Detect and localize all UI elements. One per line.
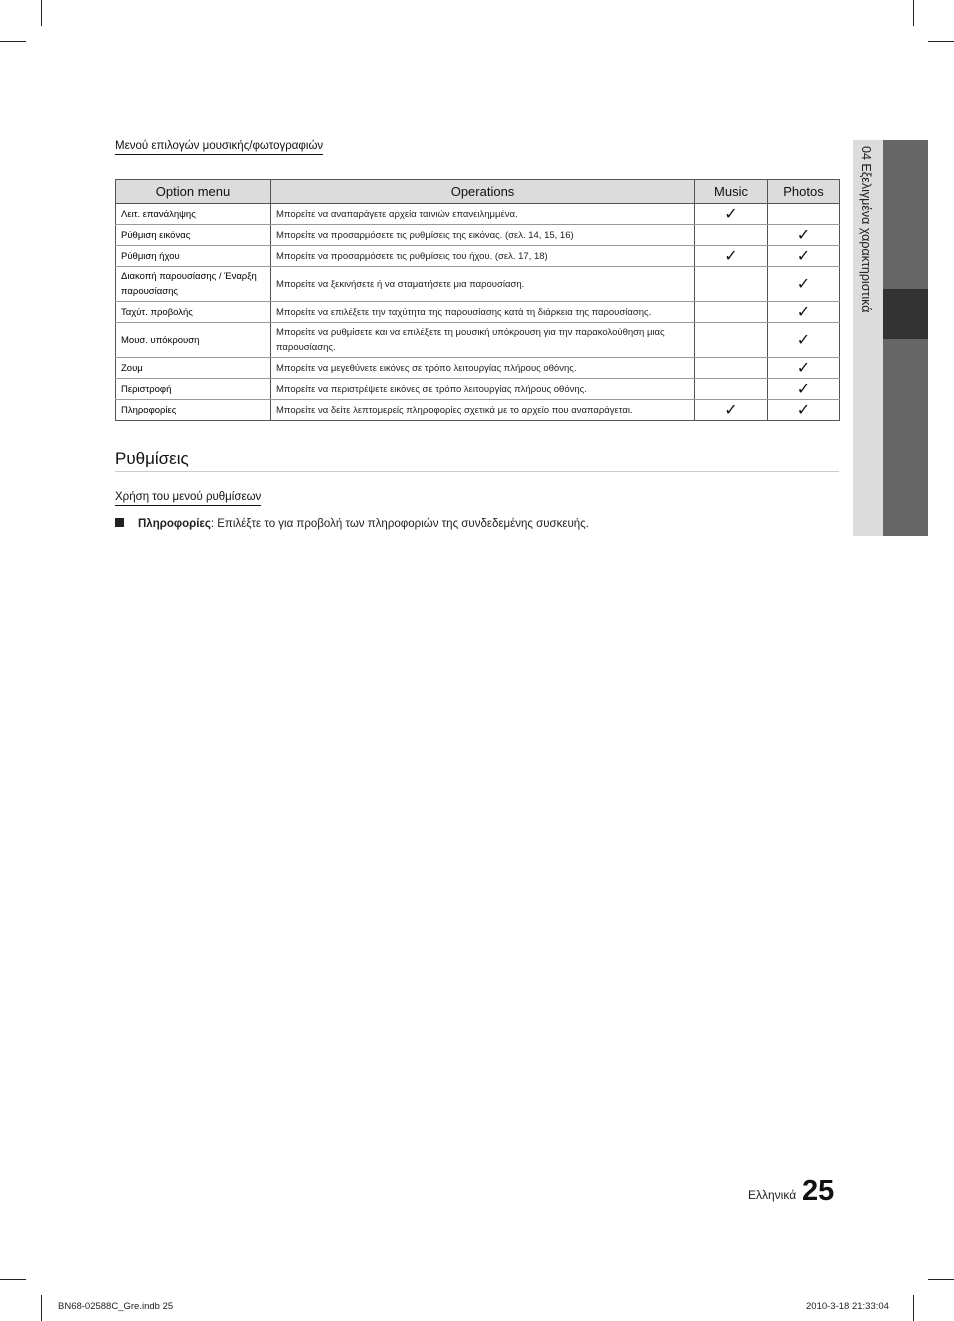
crop-mark <box>41 1295 42 1321</box>
photos-check <box>768 204 840 225</box>
crop-mark <box>928 41 954 42</box>
check-icon: ✓ <box>796 303 811 321</box>
print-file-info: BN68-02588C_Gre.indb 25 <box>58 1301 174 1312</box>
photos-check <box>768 323 840 358</box>
table-row <box>116 204 840 225</box>
music-check <box>695 204 768 225</box>
table-header-row <box>116 180 840 204</box>
table-row <box>116 302 840 323</box>
music-check <box>695 400 768 421</box>
option-name: Μουσ. υπόκρουση <box>116 323 271 358</box>
photos-check <box>768 225 840 246</box>
crop-mark <box>41 0 42 26</box>
photos-check <box>768 267 840 302</box>
header-option-menu: Option menu <box>116 180 271 204</box>
music-check <box>695 225 768 246</box>
check-icon: ✓ <box>724 247 738 265</box>
operation-text: Μπορείτε να ξεκινήσετε ή να σταματήσετε μια παρουσίαση. <box>271 267 695 302</box>
table-row <box>116 400 840 421</box>
check-icon: ✓ <box>724 401 738 419</box>
operation-text: Μπορείτε να επιλέξετε την ταχύτητα της παρουσίασης κατά τη διάρκεια της παρουσίασης. <box>271 302 695 323</box>
footer-language: Ελληνικά <box>748 1188 797 1202</box>
square-bullet-icon <box>115 518 124 527</box>
check-icon: ✓ <box>724 205 738 223</box>
check-icon: ✓ <box>796 380 811 398</box>
operation-text: Μπορείτε να περιστρέψετε εικόνες σε τρόπο λειτουργίας πλήρους οθόνης. <box>271 379 695 400</box>
music-check <box>695 302 768 323</box>
table-row <box>116 225 840 246</box>
menu-heading: Μενού επιλογών μουσικής/φωτογραφιών <box>115 140 323 155</box>
table-row <box>116 379 840 400</box>
option-name: Ρύθμιση ήχου <box>116 246 271 267</box>
operation-text: Μπορείτε να μεγεθύνετε εικόνες σε τρόπο λειτουργίας πλήρους οθόνης. <box>271 358 695 379</box>
crop-mark <box>928 1279 954 1280</box>
crop-mark <box>0 1279 26 1280</box>
crop-mark <box>913 0 914 26</box>
operation-text: Μπορείτε να αναπαράγετε αρχεία ταινιών επανειλημμένα. <box>271 204 695 225</box>
music-check <box>695 379 768 400</box>
header-operations: Operations <box>271 180 695 204</box>
operation-text: Μπορείτε να προσαρμόσετε τις ρυθμίσεις του ήχου. (σελ. 17, 18) <box>271 246 695 267</box>
chapter-tab-marker <box>883 289 928 339</box>
check-icon: ✓ <box>796 331 811 349</box>
option-name: Ταχύτ. προβολής <box>116 302 271 323</box>
photos-check <box>768 400 840 421</box>
chapter-tab-block <box>883 339 928 536</box>
options-table <box>115 179 840 421</box>
crop-mark <box>913 1295 914 1321</box>
music-check <box>695 323 768 358</box>
check-icon: ✓ <box>796 247 811 265</box>
check-icon: ✓ <box>796 226 811 244</box>
page-number: 25 <box>802 1175 835 1207</box>
chapter-tab-block <box>883 140 928 289</box>
settings-title: Ρυθμίσεις <box>115 449 839 472</box>
check-icon: ✓ <box>796 359 811 377</box>
table-row <box>116 246 840 267</box>
option-name: Διακοπή παρουσίασης / Έναρξη παρουσίασης <box>116 267 271 302</box>
table-row <box>116 358 840 379</box>
operation-text: Μπορείτε να δείτε λεπτομερείς πληροφορίες σχετικά με το αρχείο που αναπαράγεται. <box>271 400 695 421</box>
option-name: Ρύθμιση εικόνας <box>116 225 271 246</box>
photos-check <box>768 302 840 323</box>
operation-text: Μπορείτε να προσαρμόσετε τις ρυθμίσεις της εικόνας. (σελ. 14, 15, 16) <box>271 225 695 246</box>
music-check <box>695 267 768 302</box>
photos-check <box>768 379 840 400</box>
settings-item-text: : Επιλέξτε το για προβολή των πληροφοριών της συνδεδεμένης συσκευής. <box>210 518 589 530</box>
print-datetime: 2010-3-18 21:33:04 <box>806 1301 889 1312</box>
settings-subheading: Χρήση του μενού ρυθμίσεων <box>115 491 261 506</box>
table-row <box>116 323 840 358</box>
operation-text: Μπορείτε να ρυθμίσετε και να επιλέξετε τη μουσική υπόκρουση για την παρακολούθηση μιας παρουσίασης. <box>271 323 695 358</box>
header-music: Music <box>695 180 768 204</box>
crop-mark <box>0 41 26 42</box>
option-name: Πληροφορίες <box>116 400 271 421</box>
chapter-tab-label: 04 Εξελιγμένα χαρακτηριστικά <box>859 146 873 313</box>
option-name: Ζουμ <box>116 358 271 379</box>
settings-item <box>115 518 589 530</box>
check-icon: ✓ <box>796 401 811 419</box>
photos-check <box>768 246 840 267</box>
option-name: Περιστροφή <box>116 379 271 400</box>
table-row <box>116 267 840 302</box>
settings-item-label: Πληροφορίες <box>138 518 211 530</box>
music-check <box>695 358 768 379</box>
photos-check <box>768 358 840 379</box>
option-name: Λειτ. επανάληψης <box>116 204 271 225</box>
check-icon: ✓ <box>796 275 811 293</box>
music-check <box>695 246 768 267</box>
header-photos: Photos <box>768 180 840 204</box>
